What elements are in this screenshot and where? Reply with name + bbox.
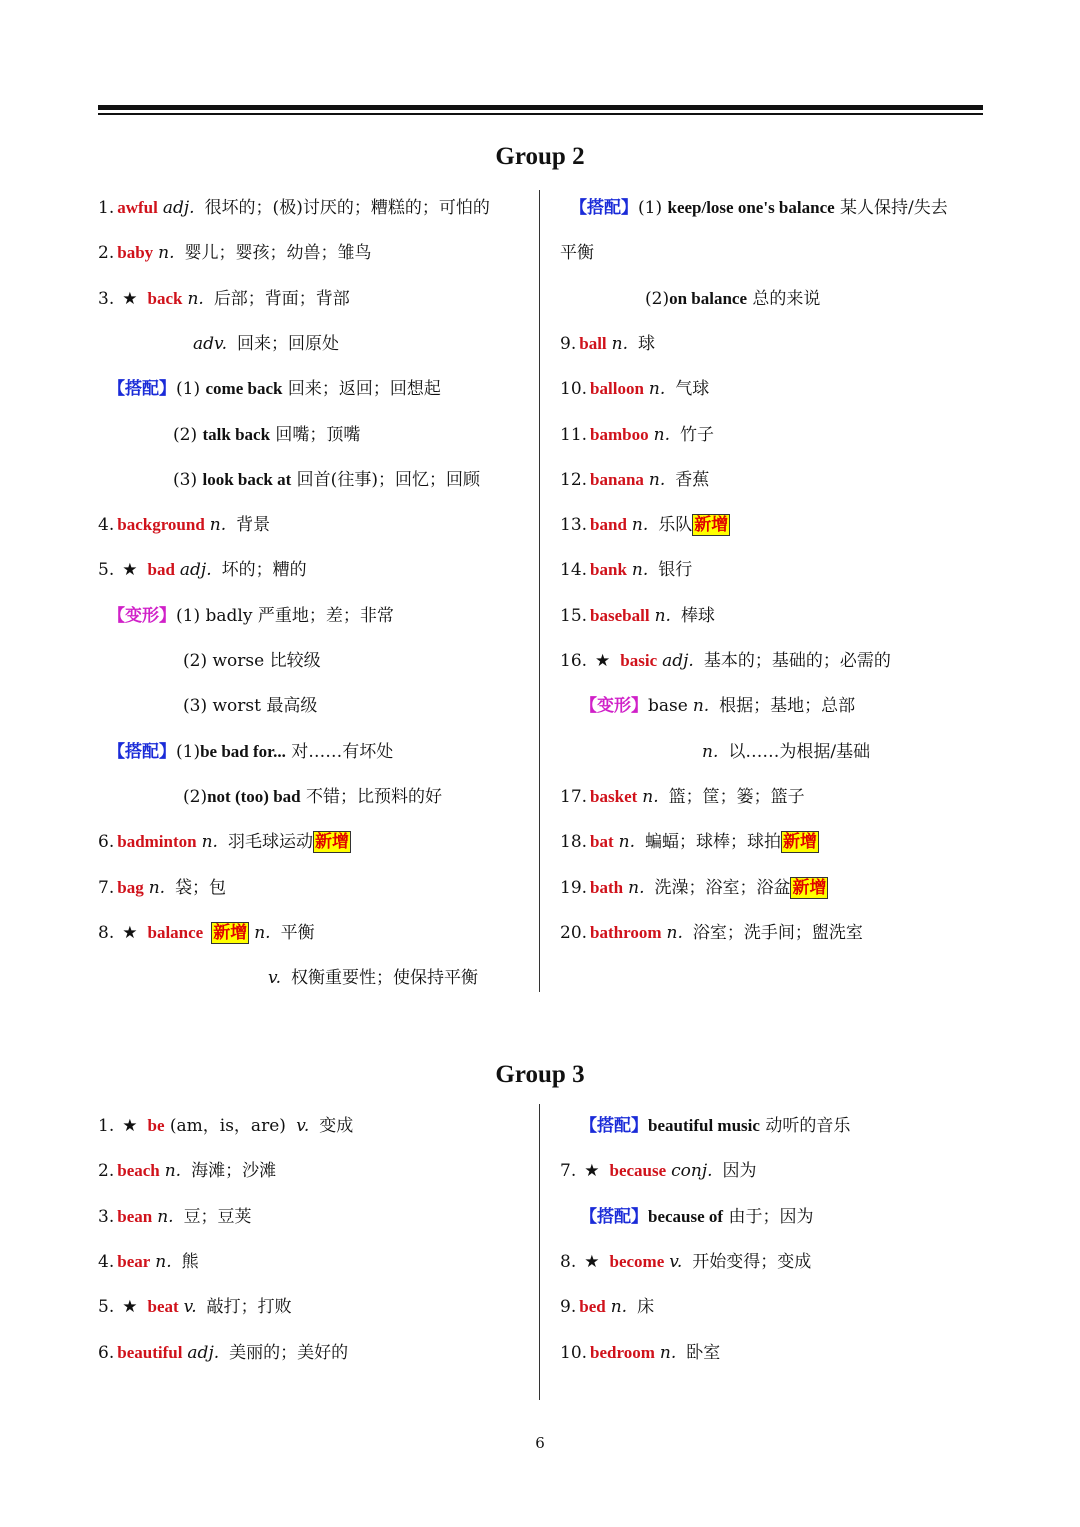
definition: 回首(往事)；回忆；回顾 <box>291 469 480 490</box>
group2-title: Group 2 <box>495 143 585 170</box>
definition: 敲打；打败 <box>206 1297 292 1318</box>
headword: become <box>609 1251 665 1271</box>
entry-line <box>560 1251 811 1273</box>
part-of-speech: n. <box>164 1161 182 1182</box>
entry-line <box>560 242 594 264</box>
entry-index: (2) <box>173 424 203 445</box>
headword: bed <box>579 1297 606 1317</box>
entry-index: (3) <box>173 469 203 490</box>
definition: 羽毛球运动 <box>227 832 313 853</box>
headword: back <box>147 288 183 308</box>
definition: 洗澡；浴室；浴盆 <box>654 877 791 898</box>
entry-line <box>98 1115 353 1137</box>
part-of-speech: n. <box>148 877 166 898</box>
definition: 某人保持/失去 <box>834 198 948 218</box>
definition: 总的来说 <box>747 288 821 309</box>
headword: bathroom <box>590 922 662 942</box>
headword: beautiful <box>117 1342 183 1362</box>
headword: beat <box>147 1297 179 1317</box>
entry-number: 7. <box>98 877 115 898</box>
entry-line <box>560 786 805 808</box>
part-of-speech: v. <box>183 1297 197 1318</box>
part-of-speech: adv. <box>193 333 228 354</box>
definition: 坏的；糟的 <box>221 560 307 581</box>
entry-line <box>98 1206 252 1228</box>
entry-line <box>98 1342 348 1364</box>
part-of-speech: n. <box>618 832 636 853</box>
star-icon: ★ <box>584 1161 600 1182</box>
definition: 卧室 <box>686 1342 721 1363</box>
entry-number: 9. <box>560 333 577 354</box>
entry-line <box>108 378 441 400</box>
entry-line <box>560 559 692 581</box>
headword: badminton <box>117 832 197 852</box>
definition: 平衡 <box>280 922 315 943</box>
word-form: badly <box>205 605 253 626</box>
definition: 银行 <box>658 560 693 581</box>
part-of-speech: n. <box>611 333 628 354</box>
part-of-speech: n. <box>628 877 645 898</box>
entry-line <box>560 877 828 899</box>
headword: balance <box>147 922 204 942</box>
entry-number: 20. <box>560 922 588 943</box>
headword: bedroom <box>590 1342 655 1362</box>
headword: bag <box>117 877 144 897</box>
word-form: base <box>648 696 688 717</box>
entry-number: 12. <box>560 469 588 490</box>
definition: 由于；因为 <box>723 1206 814 1227</box>
part-of-speech: adj. <box>179 560 212 581</box>
word-form: worse <box>212 651 265 671</box>
definition: 蝙蝠；球棒；球拍 <box>645 832 782 853</box>
new-badge: 新增 <box>792 877 827 898</box>
entry-index: (2) <box>645 288 670 309</box>
definition: 以……为根据/基础 <box>728 741 871 762</box>
part-of-speech: n. <box>157 1206 174 1227</box>
star-icon: ★ <box>122 1116 138 1136</box>
definition: 后部；背面；背部 <box>213 288 350 309</box>
part-of-speech: n. <box>659 1342 677 1363</box>
entry-tag: 【搭配】 <box>570 198 638 218</box>
definition: 不错；比预料的好 <box>300 786 443 807</box>
headword: bank <box>590 560 627 580</box>
entry-index: (3) <box>183 696 213 717</box>
part-of-speech: n. <box>209 515 227 536</box>
headword: basic <box>620 651 658 670</box>
entry-line <box>98 242 372 264</box>
entry-line <box>108 741 393 763</box>
part-of-speech: n. <box>648 379 666 400</box>
new-badge: 新增 <box>694 515 729 536</box>
entry-line <box>98 288 350 310</box>
headword: bath <box>590 877 624 897</box>
entry-line <box>570 197 948 219</box>
star-icon: ★ <box>584 1251 600 1272</box>
entry-number: 18. <box>560 832 588 853</box>
entry-line <box>108 605 394 627</box>
top-rule-thin <box>98 113 983 115</box>
definition: 球 <box>638 333 655 354</box>
collocation: look back at <box>202 469 292 489</box>
definition: 回来；回原处 <box>237 333 340 354</box>
definition: 最高级 <box>260 696 318 717</box>
definition: 浴室；洗手间；盥洗室 <box>692 922 863 943</box>
part-of-speech: adj. <box>187 1342 220 1363</box>
star-icon: ★ <box>122 922 138 943</box>
entry-index: (2) <box>183 651 213 671</box>
part-of-speech: n. <box>201 832 218 853</box>
entry-line <box>560 424 714 446</box>
entry-line <box>183 650 321 672</box>
headword: beach <box>117 1161 160 1181</box>
entry-line <box>560 469 709 491</box>
part-of-speech: n. <box>702 741 719 762</box>
definition: 气球 <box>675 379 710 400</box>
entry-line <box>645 288 820 310</box>
collocation: come back <box>205 379 283 399</box>
entry-index: (1) <box>176 741 201 762</box>
entry-number: 10. <box>560 1342 588 1363</box>
entry-number: 4. <box>98 1251 115 1272</box>
entry-line <box>98 1160 276 1182</box>
part-of-speech: adj. <box>662 651 694 671</box>
entry-line <box>702 741 870 763</box>
entry-number: 6. <box>98 832 115 853</box>
entry-tag: 【搭配】 <box>580 1116 648 1136</box>
entry-number: 4. <box>98 515 115 536</box>
entry-number: 3. <box>98 288 115 309</box>
headword: bad <box>147 560 175 580</box>
entry-line <box>98 1296 292 1318</box>
entry-tag: 【变形】 <box>108 605 176 626</box>
entry-line <box>560 1342 720 1364</box>
collocation: beautiful music <box>648 1116 760 1135</box>
entry-number: 8. <box>98 922 115 943</box>
part-of-speech: n. <box>187 288 204 309</box>
definition: 因为 <box>722 1161 757 1182</box>
group3-title: Group 3 <box>495 1061 585 1088</box>
entry-index: (1) <box>176 379 206 400</box>
definition: 变成 <box>319 1116 354 1136</box>
entry-number: 1. <box>98 1116 115 1136</box>
headword: band <box>590 515 627 535</box>
entry-number: 7. <box>560 1161 577 1182</box>
headword: bamboo <box>590 424 649 444</box>
definition: 平衡 <box>560 243 594 264</box>
definition: 背景 <box>236 515 271 536</box>
entry-number: 19. <box>560 877 588 898</box>
entry-number: 6. <box>98 1342 115 1363</box>
entry-number: 8. <box>560 1251 577 1272</box>
entry-line <box>268 967 478 989</box>
definition: 床 <box>637 1297 655 1318</box>
entry-line <box>98 922 315 944</box>
definition: 回来；返回；回想起 <box>282 379 441 400</box>
entry-line <box>183 695 317 717</box>
part-of-speech: n. <box>692 696 710 717</box>
definition: 棒球 <box>680 605 715 626</box>
definition: 严重地；差；非常 <box>252 605 394 626</box>
definition: 熊 <box>181 1251 199 1272</box>
definition: 基本的；基础的；必需的 <box>703 651 891 671</box>
part-of-speech: n. <box>158 243 175 264</box>
headword: bean <box>117 1206 153 1226</box>
part-of-speech: v. <box>296 1116 310 1136</box>
entry-number: 5. <box>98 560 115 581</box>
entry-line <box>580 1206 813 1228</box>
entry-index: (1) <box>176 605 206 626</box>
entry-line <box>580 1115 850 1137</box>
definition: 对……有坏处 <box>285 741 394 762</box>
part-of-speech: conj. <box>671 1161 713 1182</box>
headword: basket <box>590 786 638 806</box>
star-icon: ★ <box>122 288 138 309</box>
part-of-speech: v. <box>669 1251 683 1272</box>
entry-index: (2) <box>183 786 208 807</box>
entry-line <box>560 650 891 672</box>
entry-line <box>560 1296 654 1318</box>
entry-line <box>560 1160 757 1182</box>
entry-line <box>98 514 270 536</box>
part-of-speech: n. <box>610 1297 628 1318</box>
headword: ball <box>579 333 607 353</box>
headword: background <box>117 515 205 535</box>
entry-number: 11. <box>560 424 588 445</box>
part-of-speech: n. <box>631 515 649 536</box>
new-badge: 新增 <box>314 832 349 853</box>
collocation: not (too) bad <box>207 786 301 806</box>
definition: 开始变得；变成 <box>692 1251 812 1272</box>
word-form: worst <box>212 696 261 717</box>
star-icon: ★ <box>122 560 138 581</box>
entry-number: 2. <box>98 1161 115 1182</box>
part-of-speech: n. <box>653 424 670 445</box>
definition: 动听的音乐 <box>759 1116 851 1136</box>
entry-line <box>560 333 655 355</box>
entry-tag: 【搭配】 <box>108 741 176 762</box>
entry-number: 16. <box>560 651 588 671</box>
entry-line <box>560 922 863 944</box>
entry-number: 2. <box>98 243 115 264</box>
entry-number: 15. <box>560 605 588 626</box>
entry-number: 3. <box>98 1206 115 1227</box>
definition: 豆；豆荚 <box>183 1206 252 1227</box>
part-of-speech: n. <box>155 1251 172 1272</box>
definition: 香蕉 <box>675 469 710 490</box>
entry-number: 13. <box>560 515 588 536</box>
page-number: 6 <box>535 1434 545 1452</box>
headword: bat <box>590 832 614 852</box>
part-of-speech: n. <box>631 560 649 581</box>
definition: 很坏的；(极)讨厌的；糟糕的；可怕的 <box>204 198 490 218</box>
definition: 乐队 <box>658 515 693 536</box>
definition: 比较级 <box>264 651 321 671</box>
entry-tag: 【搭配】 <box>108 379 176 400</box>
entry-forms: (am，is，are) <box>164 1116 292 1136</box>
definition: 美丽的；美好的 <box>229 1342 349 1363</box>
headword: balloon <box>590 379 644 399</box>
definition: 袋；包 <box>175 877 227 898</box>
entry-line <box>560 514 730 536</box>
entry-number: 10. <box>560 379 588 400</box>
entry-tag: 【变形】 <box>580 696 648 717</box>
entry-line <box>98 197 490 219</box>
star-icon: ★ <box>122 1297 138 1318</box>
definition: 竹子 <box>679 424 714 445</box>
part-of-speech: n. <box>654 605 671 626</box>
part-of-speech: n. <box>254 922 271 943</box>
entry-number: 9. <box>560 1297 577 1318</box>
entry-line <box>98 559 307 581</box>
part-of-speech: n. <box>642 786 659 807</box>
entry-line <box>560 831 819 853</box>
headword: baby <box>117 243 154 263</box>
entry-line <box>173 424 360 446</box>
headword: awful <box>117 198 158 217</box>
group3-column-divider <box>539 1104 540 1400</box>
entry-line <box>98 831 351 853</box>
entry-line <box>580 695 855 717</box>
headword: banana <box>590 469 644 489</box>
entry-line <box>560 605 715 627</box>
entry-line <box>193 333 339 355</box>
entry-line <box>560 378 709 400</box>
entry-line <box>173 469 480 491</box>
entry-index: (1) <box>638 198 668 218</box>
entry-number: 14. <box>560 560 588 581</box>
new-badge: 新增 <box>783 832 818 853</box>
entry-number: 1. <box>98 198 115 218</box>
group2-column-divider <box>539 190 540 992</box>
collocation: keep/lose one's balance <box>667 198 835 217</box>
part-of-speech: n. <box>648 469 666 490</box>
collocation: talk back <box>202 424 271 444</box>
definition: 权衡重要性；使保持平衡 <box>291 968 478 989</box>
definition: 根据；基地；总部 <box>719 696 856 717</box>
entry-line <box>183 786 442 808</box>
collocation: be bad for... <box>200 741 286 761</box>
headword: because <box>609 1161 667 1181</box>
part-of-speech: adj. <box>162 198 195 218</box>
entry-number: 17. <box>560 786 588 807</box>
headword: be <box>147 1116 165 1135</box>
definition: 回嘴；顶嘴 <box>270 424 361 445</box>
definition: 婴儿；婴孩；幼兽；雏鸟 <box>184 243 372 264</box>
definition: 篮；筐；篓；篮子 <box>668 786 805 807</box>
star-icon: ★ <box>595 651 611 671</box>
entry-line <box>98 877 226 899</box>
part-of-speech: n. <box>666 922 683 943</box>
definition: 海滩；沙滩 <box>191 1161 277 1182</box>
headword: baseball <box>590 605 650 625</box>
headword: bear <box>117 1251 151 1271</box>
entry-tag: 【搭配】 <box>580 1206 648 1227</box>
part-of-speech: v. <box>268 968 281 989</box>
new-badge: 新增 <box>213 922 248 943</box>
entry-line <box>98 1251 199 1273</box>
entry-number: 5. <box>98 1297 115 1318</box>
collocation: on balance <box>669 288 748 308</box>
top-rule-thick <box>98 105 983 110</box>
collocation: because of <box>648 1206 724 1226</box>
